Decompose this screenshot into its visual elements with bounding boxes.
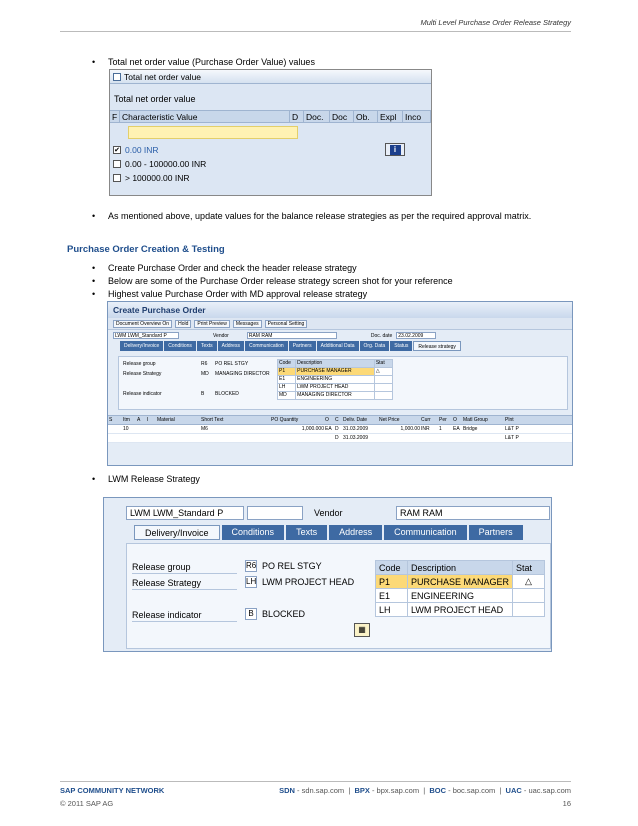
footer-links: SDN - sdn.sap.com | BPX - bpx.sap.com | BOC - boc.sap.com | UAC - uac.sap.com <box>279 786 571 795</box>
release-strategy-label: Release Strategy <box>132 578 237 590</box>
overview-icon-button[interactable] <box>354 623 370 637</box>
table-header-row <box>278 360 393 368</box>
header-divider <box>60 31 571 32</box>
col-matl-group: Matl Group <box>463 417 488 423</box>
overview-icon: ▦ <box>358 625 366 634</box>
bullet-text: Below are some of the Purchase Order release strategy screen shot for your reference <box>108 276 453 286</box>
col-expl: Expl <box>378 111 403 122</box>
tab-org-data[interactable]: Org. Data <box>360 341 390 351</box>
item-header-row <box>108 415 573 425</box>
table-row[interactable] <box>278 376 393 384</box>
footer-link-label[interactable]: BOC <box>429 786 447 795</box>
footer-link-label[interactable]: SDN <box>279 786 295 795</box>
code-cell: E1 <box>376 589 408 603</box>
value-row[interactable] <box>110 143 431 157</box>
release-group-text: PO REL STGY <box>262 561 322 571</box>
bullet-item: • LWM Release Strategy <box>92 474 200 484</box>
item-overview-table <box>108 415 573 443</box>
doc-date-label: Doc. date <box>370 332 393 339</box>
value-text: > 100000.00 INR <box>125 173 190 183</box>
doc-type-field[interactable]: LWM LWM_Standard P <box>113 332 179 339</box>
bullet-text: As mentioned above, update values for the balance release strategies as per the required approval matrix. <box>108 211 532 221</box>
description-cell: PURCHASE MANAGER <box>296 368 375 376</box>
col-description: Description <box>408 561 513 575</box>
code-cell: P1 <box>376 575 408 589</box>
table-row[interactable] <box>278 368 393 376</box>
col-o2: O <box>453 417 457 423</box>
code-cell: P1 <box>278 368 296 376</box>
print-preview-button[interactable]: Print Preview <box>194 320 229 328</box>
bullet-item: • Total net order value (Purchase Order Value) values <box>92 57 315 67</box>
col-stat: Stat <box>513 561 545 575</box>
col-description: Description <box>296 360 375 368</box>
release-group-label: Release group <box>132 562 237 574</box>
release-strategy-code: LH <box>246 577 257 586</box>
section-heading: Purchase Order Creation & Testing <box>67 244 225 255</box>
info-icon: i <box>390 145 401 155</box>
tab-partners[interactable]: Partners <box>289 341 316 351</box>
vendor-field[interactable]: RAM RAM <box>396 506 550 520</box>
bullet-text: Create Purchase Order and check the header release strategy <box>108 263 357 273</box>
bullet-text: LWM Release Strategy <box>108 474 200 484</box>
status-cell: △ <box>374 368 392 376</box>
tab-strip <box>134 525 523 540</box>
col-code: Code <box>376 561 408 575</box>
value-text: 0.00 - 100000.00 INR <box>125 159 207 169</box>
status-cell: △ <box>513 575 545 589</box>
description-cell: LWM PROJECT HEAD <box>296 384 375 392</box>
tab-release-strategy[interactable]: Release strategy <box>413 341 461 351</box>
vendor-field[interactable]: RAM RAM <box>247 332 337 339</box>
toolbar <box>108 318 572 330</box>
footer-divider <box>60 781 571 782</box>
lwm-release-strategy-screen <box>103 497 552 652</box>
tab-additional-data[interactable]: Additional Data <box>317 341 359 351</box>
col-characteristic-value: Characteristic Value <box>120 111 290 122</box>
col-d: D <box>290 111 304 122</box>
release-indicator-code: B <box>245 608 257 620</box>
description-cell: PURCHASE MANAGER <box>408 575 513 589</box>
col-po-quantity: PO Quantity <box>271 417 299 423</box>
tab-texts[interactable]: Texts <box>286 525 327 540</box>
col-deliv-date: Deliv. Date <box>343 417 368 423</box>
code-cell: MD <box>278 392 296 400</box>
release-group-label: Release group <box>123 361 156 367</box>
bullet-text: Total net order value (Purchase Order Value) values <box>108 57 315 67</box>
status-cell <box>374 392 392 400</box>
description-cell: ENGINEERING <box>296 376 375 384</box>
col-inco: Inco <box>403 111 431 122</box>
checkbox-checked[interactable]: ✔ <box>114 147 120 154</box>
table-row[interactable]: 10 M6 1,000.000 EA D 31.03.2009 1,000.00 INR 1 EA Bridge L&T P <box>108 425 573 434</box>
col-curr: Curr <box>421 417 431 423</box>
status-cell <box>374 376 392 384</box>
value-row[interactable] <box>110 171 431 185</box>
release-strategy-panel <box>118 356 568 410</box>
tab-strip <box>108 341 572 351</box>
tab-communication[interactable]: Communication <box>245 341 288 351</box>
table-header-row <box>376 561 545 575</box>
tab-conditions[interactable]: Conditions <box>222 525 285 540</box>
table-row[interactable] <box>278 384 393 392</box>
release-indicator-label: Release indicator <box>132 610 237 622</box>
header-fields <box>108 330 572 341</box>
tab-texts[interactable]: Texts <box>197 341 217 351</box>
col-net-price: Net Price <box>379 417 400 423</box>
footer-link-label[interactable]: BPX <box>354 786 370 795</box>
doc-date-field[interactable]: 23.02.2009 <box>396 332 436 339</box>
tab-delivery-invoice[interactable]: Delivery/Invoice <box>120 341 163 351</box>
tab-address[interactable]: Address <box>218 341 244 351</box>
release-group-text: PO REL STGY <box>215 361 249 367</box>
vendor-label: Vendor <box>314 508 343 518</box>
dialog-subtitle: Total net order value <box>114 94 196 104</box>
release-strategy-label: Release Strategy <box>123 371 162 377</box>
status-cell <box>374 384 392 392</box>
col-o: O <box>325 417 329 423</box>
footer-link-url[interactable]: bpx.sap.com <box>376 786 420 795</box>
checkbox[interactable] <box>113 160 121 168</box>
status-cell <box>513 589 545 603</box>
footer-link-url[interactable]: sdn.sap.com <box>301 786 345 795</box>
table-row[interactable] <box>278 392 393 400</box>
bullet-text: Highest value Purchase Order with MD approval release strategy <box>108 289 368 299</box>
vendor-label: Vendor <box>213 332 229 339</box>
doc-type-field[interactable]: LWM LWM_Standard P <box>126 506 244 520</box>
create-purchase-order-screen <box>107 301 573 466</box>
bullet-item: • Create Purchase Order and check the header release strategy <box>92 263 357 273</box>
hold-button[interactable]: Hold <box>175 320 191 328</box>
description-cell: MANAGING DIRECTOR <box>296 392 375 400</box>
status-cell <box>513 603 545 617</box>
checkbox[interactable] <box>113 174 121 182</box>
page-number: 16 <box>562 799 571 808</box>
screen-title: Create Purchase Order <box>108 302 572 318</box>
table-row[interactable] <box>376 589 545 603</box>
footer-link-label[interactable]: UAC <box>505 786 522 795</box>
dialog-titlebar <box>110 70 431 84</box>
value-text: 0.00 INR <box>125 145 159 155</box>
value-row[interactable] <box>110 157 431 171</box>
col-plnt: Plnt <box>505 417 514 423</box>
release-group-code: R6 <box>246 561 257 570</box>
messages-button[interactable]: Messages <box>233 320 262 328</box>
description-cell: LWM PROJECT HEAD <box>408 603 513 617</box>
col-i: I <box>147 417 149 423</box>
table-row[interactable] <box>376 603 545 617</box>
release-indicator-text: BLOCKED <box>215 391 239 397</box>
release-indicator-code: B <box>201 391 205 397</box>
col-a: A <box>137 417 141 423</box>
code-cell: LH <box>278 384 296 392</box>
col-stat: Stat <box>374 360 392 368</box>
col-doc2: Doc <box>330 111 354 122</box>
footer-link-url[interactable]: uac.sap.com <box>528 786 571 795</box>
col-f: F <box>110 111 120 122</box>
input-field-highlight[interactable] <box>128 126 298 139</box>
col-material: Material <box>157 417 175 423</box>
col-doc1: Doc. <box>304 111 330 122</box>
header-fields <box>104 506 552 522</box>
info-button[interactable] <box>385 143 405 156</box>
bullet-item: • Highest value Purchase Order with MD approval release strategy <box>92 289 368 299</box>
footer-network: SAP COMMUNITY NETWORK <box>60 786 165 795</box>
release-indicator-text: BLOCKED <box>262 609 306 619</box>
column-header <box>110 110 431 123</box>
release-strategy-text: MANAGING DIRECTOR <box>215 371 270 377</box>
table-row[interactable] <box>376 575 545 589</box>
personal-setting-button[interactable]: Personal Setting <box>265 320 308 328</box>
col-s: S <box>109 417 113 423</box>
page-header-title: Multi Level Purchase Order Release Strategy <box>420 18 571 27</box>
tab-address[interactable]: Address <box>329 525 382 540</box>
window-icon <box>113 73 121 81</box>
document-overview-button[interactable]: Document Overview On <box>113 320 172 328</box>
release-indicator-label: Release indicator <box>123 391 162 397</box>
dialog-title: Total net order value <box>124 71 202 82</box>
release-group-code: R6 <box>201 361 208 367</box>
col-short-text: Short Text <box>201 417 224 423</box>
col-c: C <box>335 417 339 423</box>
tab-status[interactable]: Status <box>390 341 412 351</box>
release-strategy-code: MD <box>201 371 209 377</box>
code-cell: E1 <box>278 376 296 384</box>
tab-partners[interactable]: Partners <box>469 525 523 540</box>
doc-number-field[interactable] <box>247 506 303 520</box>
col-code: Code <box>278 360 296 368</box>
characteristic-value-dialog <box>109 69 432 196</box>
tab-conditions[interactable]: Conditions <box>164 341 196 351</box>
release-strategy-panel <box>126 543 551 649</box>
code-cell: LH <box>376 603 408 617</box>
bullet-item: • Below are some of the Purchase Order release strategy screen shot for your reference <box>92 276 453 286</box>
table-row[interactable]: D 31.03.2009 L&T P <box>108 434 573 443</box>
footer-copyright: © 2011 SAP AG <box>60 799 114 808</box>
release-codes-table <box>375 560 545 617</box>
release-codes-table <box>277 359 393 400</box>
col-itm: Itm <box>123 417 130 423</box>
tab-delivery-invoice[interactable]: Delivery/Invoice <box>134 525 220 540</box>
release-strategy-text: LWM PROJECT HEAD <box>262 577 355 587</box>
bullet-item: • As mentioned above, update values for the balance release strategies as per the required approval matrix. <box>92 211 532 221</box>
col-per: Per <box>439 417 447 423</box>
footer-link-url[interactable]: boc.sap.com <box>452 786 496 795</box>
description-cell: ENGINEERING <box>408 589 513 603</box>
tab-communication[interactable]: Communication <box>384 525 467 540</box>
col-ob: Ob. <box>354 111 378 122</box>
